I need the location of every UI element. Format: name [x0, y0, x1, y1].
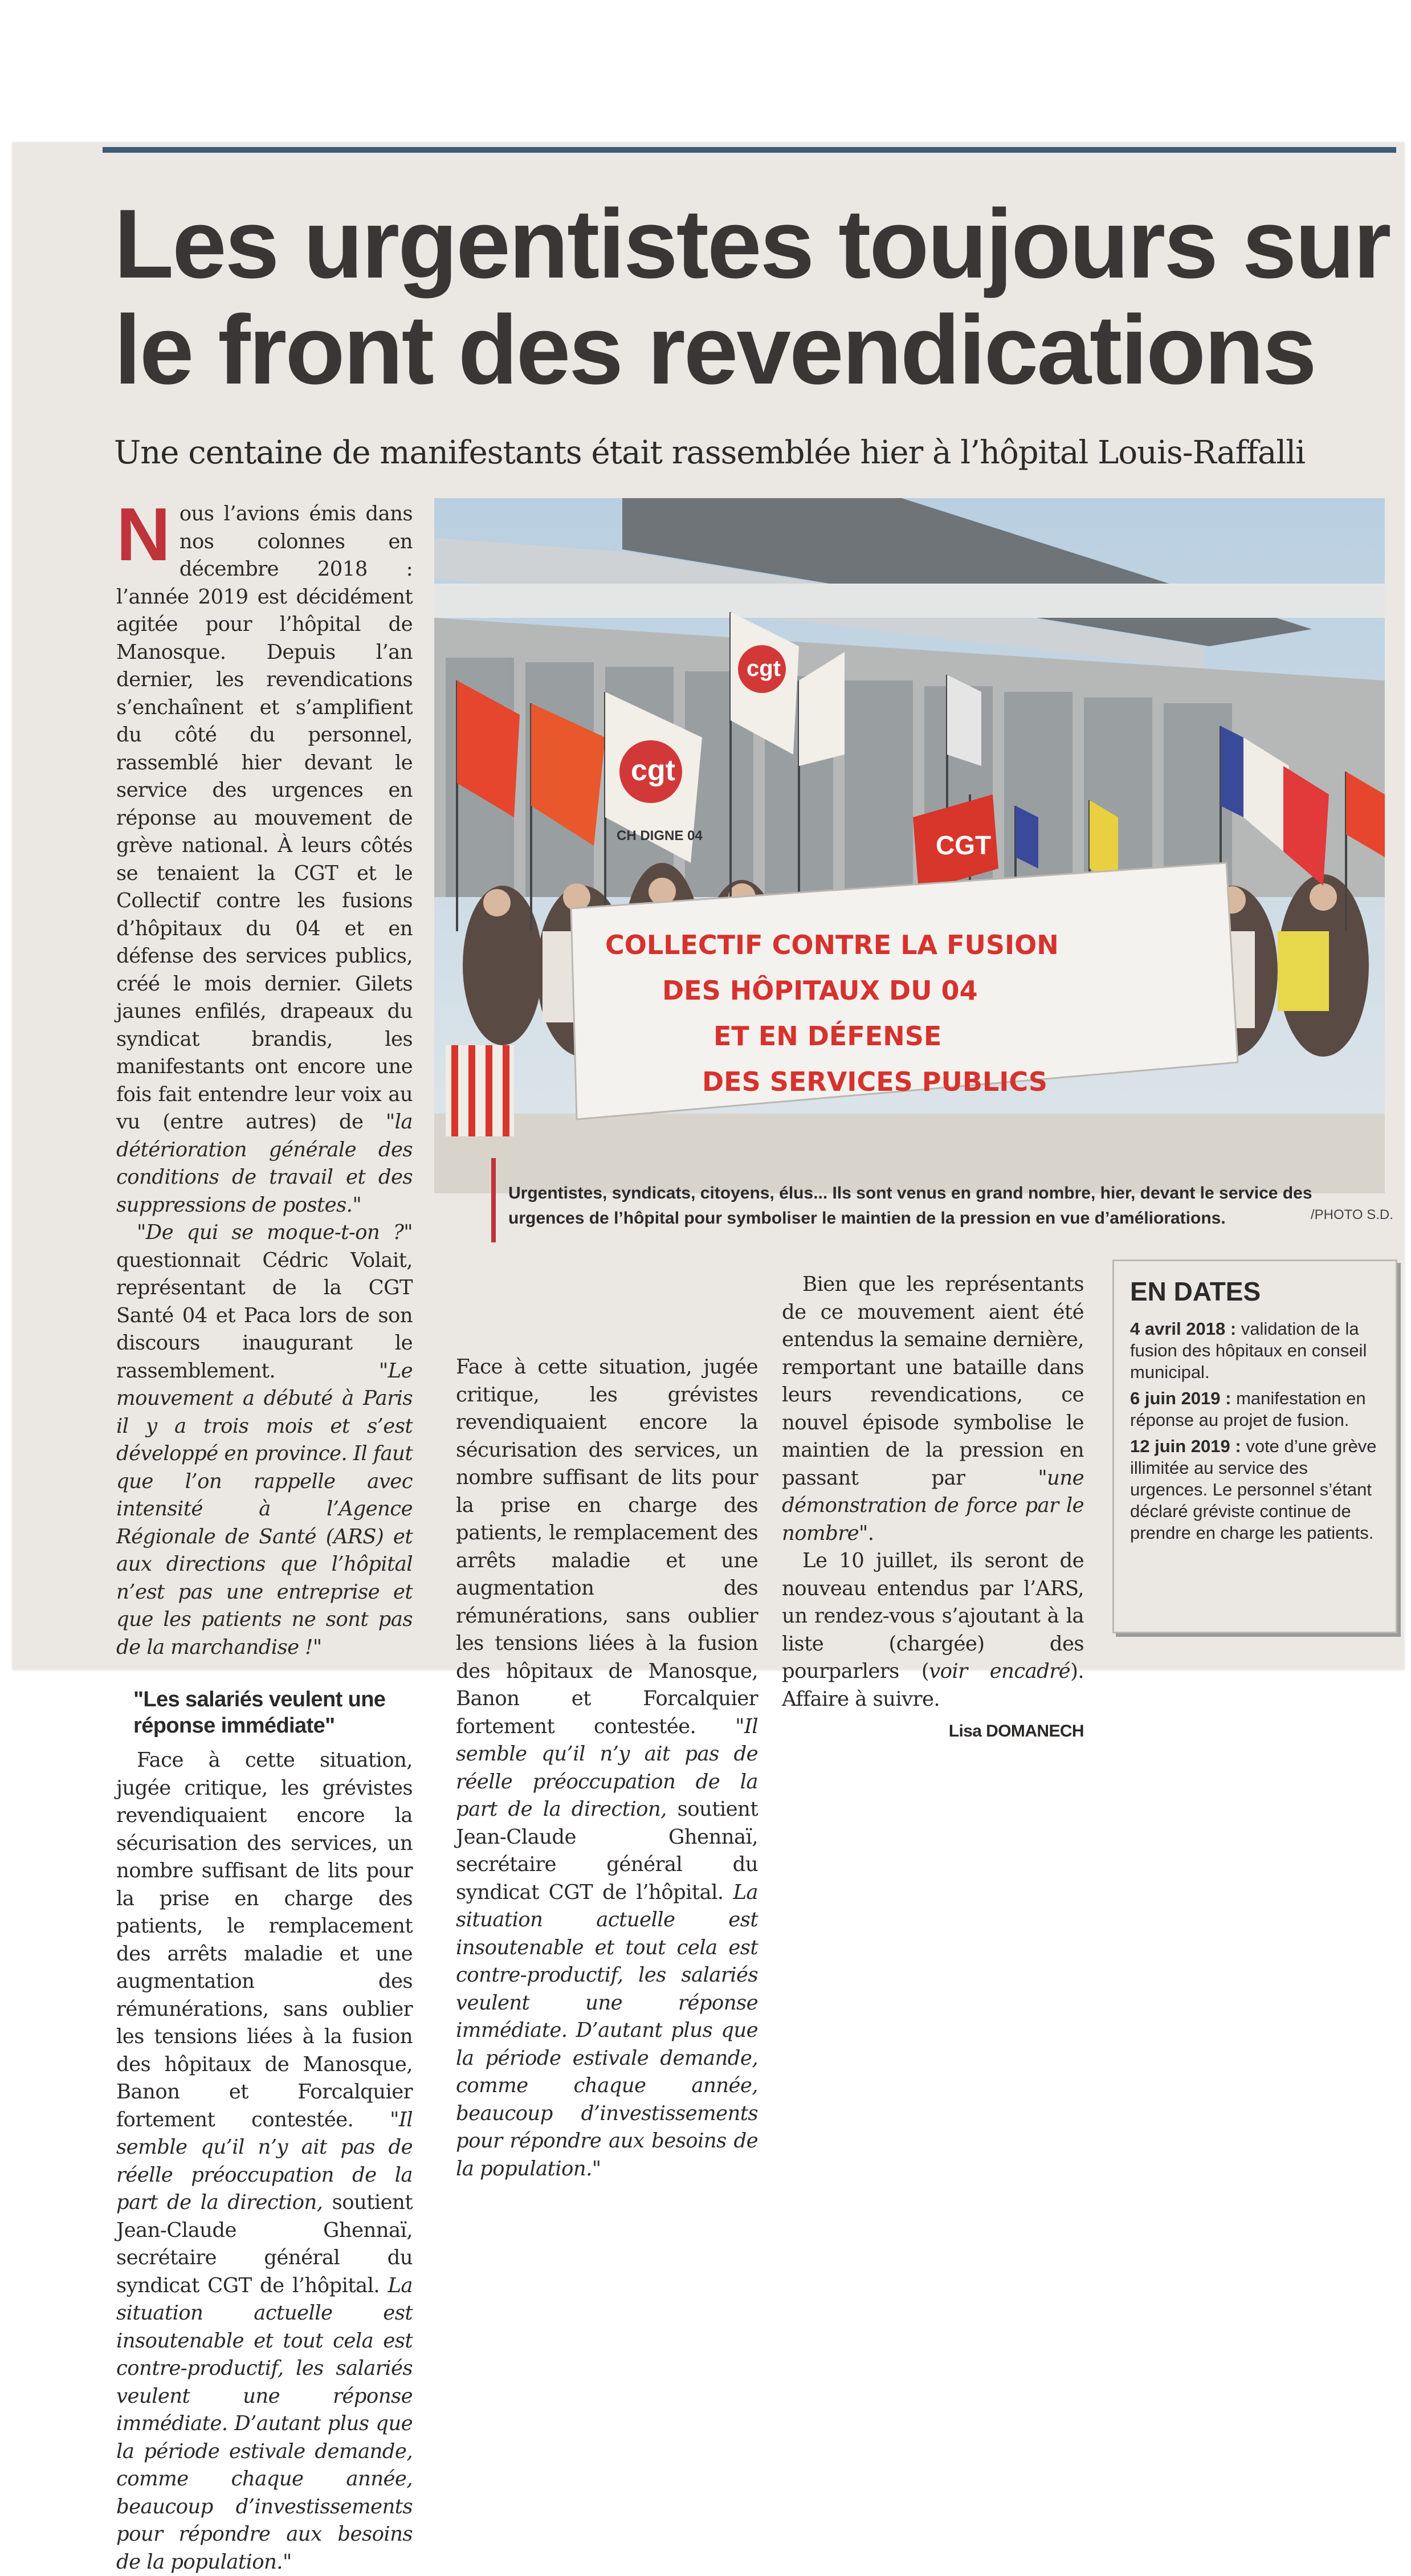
subheadline: Une centaine de manifestants était rassemblée hier à l’hôpital Louis-Raffalli — [114, 434, 1306, 471]
top-rule — [103, 147, 1396, 153]
intertitle: "Les salariés veulent une réponse immédiate" — [133, 1688, 386, 1738]
flag-logo-text: cgt — [631, 754, 675, 787]
photo-caption: Urgentistes, syndicats, citoyens, élus... Ils sont venus en grand nombre, hier, devant le service des urgences de l’hôpital pour symboliser le maintien de la pression en vue d’améliorations. — [508, 1184, 1312, 1228]
dates-list-item: 4 avril 2018 : validation de la fusion des hôpitaux en conseil municipal. — [1130, 1319, 1367, 1382]
flag-subtext: CH DIGNE 04 — [617, 828, 703, 843]
drop-cap: N — [116, 492, 170, 576]
banner-line: DES HÔPITAUX DU 04 — [662, 975, 978, 1006]
dates-list-item: 12 juin 2019 : vote d’une grève illimitée au service des urgences. Le personnel s’étant déclaré gréviste continue de prendre en charge les patients. — [1130, 1436, 1377, 1543]
protest-photo — [434, 498, 1385, 1193]
headline-line-2: le front des revendications — [114, 295, 1315, 405]
dates-list — [1130, 1318, 1385, 1544]
article-paragraph: Le 10 juillet, ils seront de nouveau entendus par l’ARS, un rendez-vous s’ajoutant à la liste (chargée) des pourparlers (voir encadré). Affaire à suivre. — [782, 1549, 1084, 1711]
caption-accent-bar — [491, 1158, 496, 1242]
flag-logo-text: CGT — [936, 830, 992, 860]
flag-logo-text: cgt — [747, 656, 781, 681]
dates-sidebar-box — [1112, 1260, 1397, 1633]
article-column-1 — [116, 492, 413, 2574]
dates-list-item: 6 juin 2019 : manifestation en réponse au projet de fusion. — [1130, 1388, 1366, 1430]
banner-line: ET EN DÉFENSE — [713, 1021, 942, 1051]
headline-line-1: Les urgentistes toujours sur — [114, 189, 1390, 299]
headline — [114, 191, 1390, 403]
banner-line: DES SERVICES PUBLICS — [702, 1066, 1048, 1097]
article-paragraph: Face à cette situation, jugée critique, les grévistes revendiquaient encore la sécurisation des services, un nombre suffisant de lits pour la prise en charge des patients, le remplacement des arrêts maladie et une augmentation des rémunérations, sans oublier les tensions liées à la fusion des hôpitaux de Manosque, Banon et Forcalquier fortement contestée. "Il semble qu’il n’y ait pas de réelle préoccupation de la part de la direction, soutient Jean-Claude Ghennaï, secrétaire général du syndicat CGT de l’hôpital. La situation actuelle est insoutenable et tout cela est contre-productif, les salariés veulent une réponse immédiate. D’autant plus que la période estivale demande, comme chaque année, beaucoup d’investissements pour répondre aux besoins de la population." — [116, 1748, 413, 2574]
article-column-4 — [782, 1271, 1084, 1746]
banner-line: COLLECTIF CONTRE LA FUSION — [605, 930, 1059, 960]
photo-illustration — [434, 498, 1385, 1193]
photo-credit: /PHOTO S.D. — [1311, 1207, 1393, 1222]
article-paragraph: Bien que les représentants de ce mouvement aient été entendus la semaine dernière, remportant une bataille dans leurs revendications, ce nouvel épisode symbolise le maintien de la pression en passant par "une démonstration de force par le nombre". — [782, 1273, 1084, 1545]
article-paragraph: "De qui se moque-t-on ?" questionnait Cédric Volait, représentant de la CGT Santé 04 et Paca lors de son discours inaugurant le rassemblement. "Le mouvement a débuté à Paris il y a trois mois et s’est développé en province. Il faut que l’on rappelle avec intensité à l’Agence Régionale de Santé (ARS) et aux directions que l’hôpital n’est pas une entreprise et que les patients ne sont pas de la marchandise !" — [116, 1221, 413, 1659]
dates-box-title: EN DATES — [1130, 1277, 1261, 1306]
article-paragraph-continued: Face à cette situation, jugée critique, les grévistes revendiquaient encore la sécurisation des services, un nombre suffisant de lits pour la prise en charge des patients, le remplacement des arrêts maladie et une augmentation des rémunérations, sans oublier les tensions liées à la fusion des hôpitaux de Manosque, Banon et Forcalquier fortement contestée. "Il semble qu’il n’y ait pas de réelle préoccupation de la part de la direction, soutient Jean-Claude Ghennaï, secrétaire général du syndicat CGT de l’hôpital. La situation actuelle est insoutenable et tout cela est contre-productif, les salariés veulent une réponse immédiate. D’autant plus que la période estivale demande, comme chaque année, beaucoup d’investissements pour répondre aux besoins de la population." — [456, 1355, 758, 2180]
byline: Lisa DOMANECH — [948, 1722, 1084, 1741]
article-paragraph: Nous l’avions émis dans nos colonnes en décembre 2018 : l’année 2019 est décidément agitée pour l’hôpital de Manosque. Depuis l’an dernier, les revendications s’enchaînent et s’amplifient du côté du personnel, rassemblé hier devant le service des urgences en réponse au mouvement de grève national. À leurs côtés se tenaient la CGT et le Collectif contre les fusions d’hôpitaux du 04 et en défense des services publics, créé le mois dernier. Gilets jaunes enfilés, drapeaux du syndicat brandis, les manifestants ont encore une fois fait entendre leur voix au vu (entre autres) de "la détérioration générale des conditions de travail et des suppressions de postes." — [116, 492, 413, 1217]
article-column-2-3 — [456, 1271, 758, 2180]
